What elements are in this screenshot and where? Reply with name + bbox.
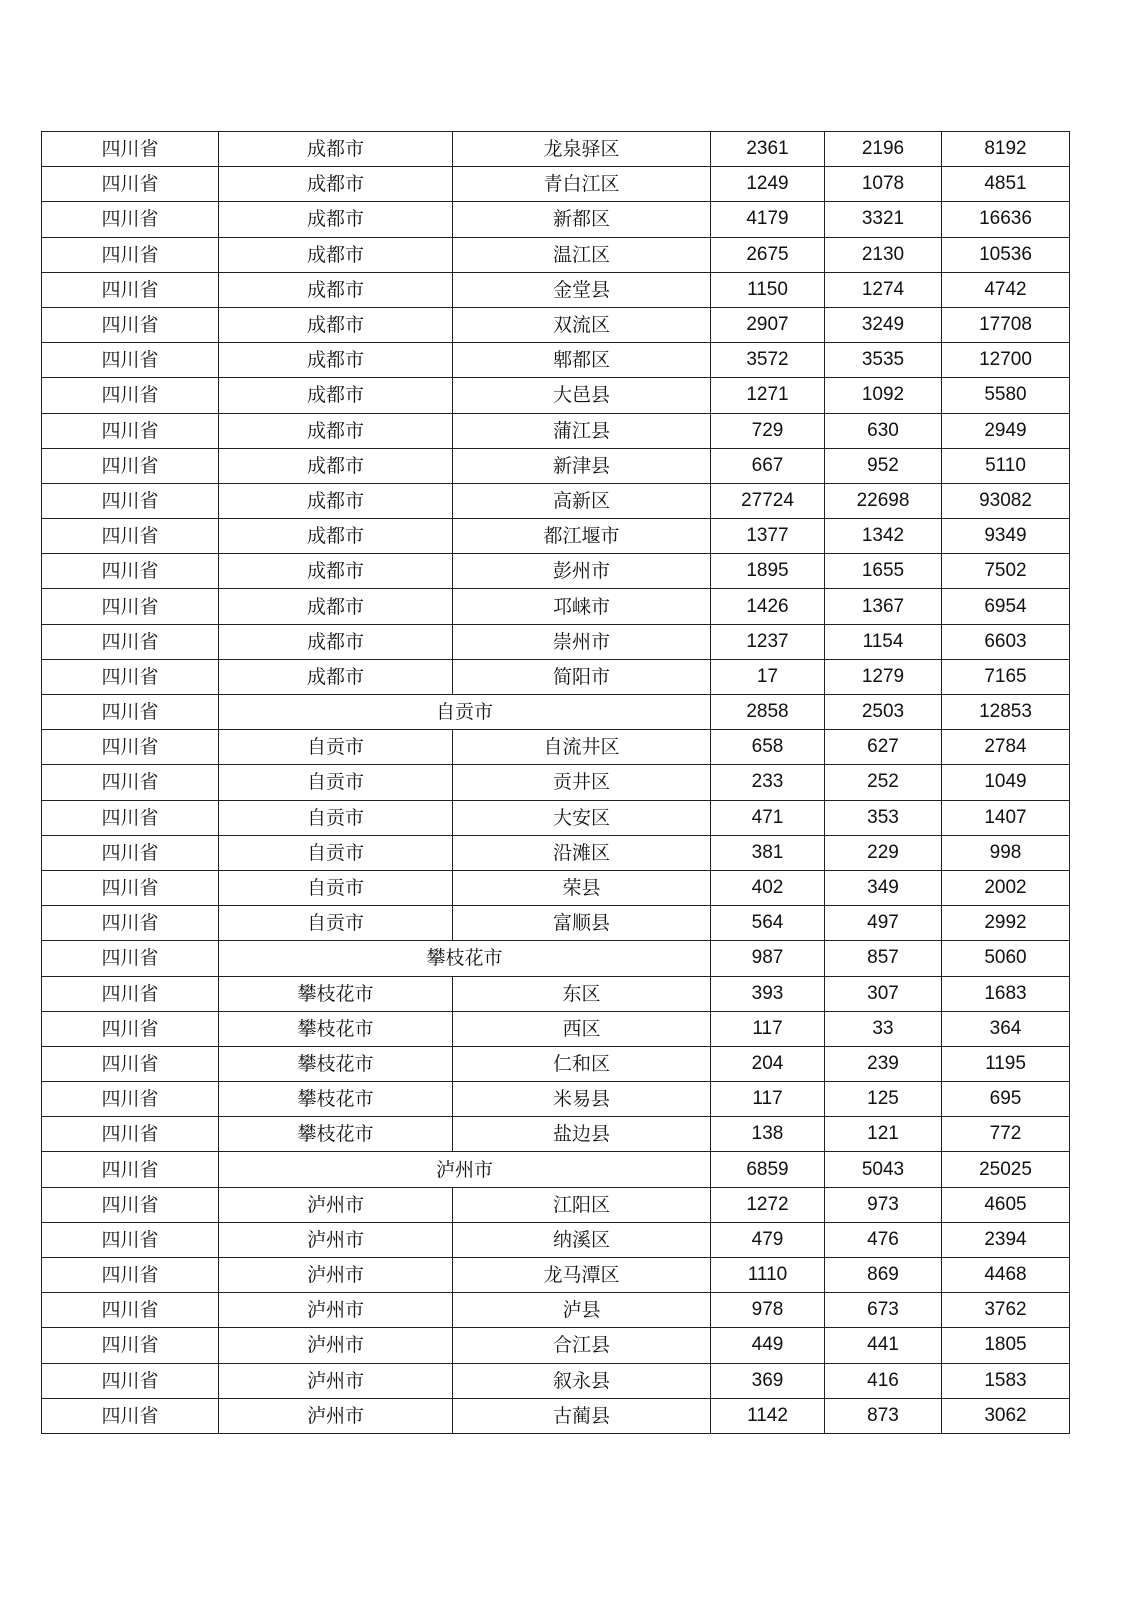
province-cell: 四川省 xyxy=(42,1117,219,1152)
table-row xyxy=(42,976,1070,1011)
table-row xyxy=(42,1363,1070,1398)
district-cell: 温江区 xyxy=(453,237,711,272)
district-cell: 合江县 xyxy=(453,1328,711,1363)
province-cell: 四川省 xyxy=(42,906,219,941)
table-body xyxy=(42,132,1070,1434)
value-cell-3: 2949 xyxy=(942,413,1070,448)
value-cell-1: 393 xyxy=(711,976,825,1011)
value-cell-2: 627 xyxy=(825,730,942,765)
value-cell-2: 2196 xyxy=(825,132,942,167)
province-cell: 四川省 xyxy=(42,800,219,835)
city-cell: 泸州市 xyxy=(219,1187,453,1222)
district-cell: 彭州市 xyxy=(453,554,711,589)
province-cell: 四川省 xyxy=(42,448,219,483)
province-cell: 四川省 xyxy=(42,976,219,1011)
value-cell-1: 2361 xyxy=(711,132,825,167)
province-cell: 四川省 xyxy=(42,1258,219,1293)
value-cell-1: 233 xyxy=(711,765,825,800)
value-cell-2: 1279 xyxy=(825,659,942,694)
province-cell: 四川省 xyxy=(42,167,219,202)
value-cell-3: 3762 xyxy=(942,1293,1070,1328)
province-cell: 四川省 xyxy=(42,307,219,342)
value-cell-2: 307 xyxy=(825,976,942,1011)
province-cell: 四川省 xyxy=(42,519,219,554)
table-row xyxy=(42,1082,1070,1117)
value-cell-2: 3249 xyxy=(825,307,942,342)
city-cell: 攀枝花市 xyxy=(219,1011,453,1046)
value-cell-1: 117 xyxy=(711,1011,825,1046)
district-cell: 仁和区 xyxy=(453,1046,711,1081)
value-cell-1: 1271 xyxy=(711,378,825,413)
value-cell-2: 416 xyxy=(825,1363,942,1398)
value-cell-2: 441 xyxy=(825,1328,942,1363)
value-cell-1: 4179 xyxy=(711,202,825,237)
district-cell: 郫都区 xyxy=(453,343,711,378)
value-cell-3: 364 xyxy=(942,1011,1070,1046)
value-cell-2: 673 xyxy=(825,1293,942,1328)
province-cell: 四川省 xyxy=(42,343,219,378)
table-row xyxy=(42,1046,1070,1081)
value-cell-2: 1092 xyxy=(825,378,942,413)
value-cell-3: 2784 xyxy=(942,730,1070,765)
district-cell: 都江堰市 xyxy=(453,519,711,554)
value-cell-2: 349 xyxy=(825,870,942,905)
value-cell-3: 772 xyxy=(942,1117,1070,1152)
table-row xyxy=(42,1222,1070,1257)
district-cell: 米易县 xyxy=(453,1082,711,1117)
value-cell-3: 10536 xyxy=(942,237,1070,272)
city-cell: 自贡市 xyxy=(219,765,453,800)
city-cell: 自贡市 xyxy=(219,835,453,870)
province-cell: 四川省 xyxy=(42,1011,219,1046)
province-cell: 四川省 xyxy=(42,835,219,870)
value-cell-2: 1274 xyxy=(825,272,942,307)
value-cell-1: 2858 xyxy=(711,695,825,730)
province-cell: 四川省 xyxy=(42,1152,219,1187)
district-cell: 新津县 xyxy=(453,448,711,483)
city-cell: 泸州市 xyxy=(219,1222,453,1257)
value-cell-2: 2130 xyxy=(825,237,942,272)
value-cell-2: 353 xyxy=(825,800,942,835)
value-cell-3: 16636 xyxy=(942,202,1070,237)
table-row xyxy=(42,1117,1070,1152)
table-row xyxy=(42,132,1070,167)
city-cell: 成都市 xyxy=(219,167,453,202)
city-cell: 自贡市 xyxy=(219,870,453,905)
value-cell-3: 998 xyxy=(942,835,1070,870)
province-cell: 四川省 xyxy=(42,1363,219,1398)
value-cell-1: 1249 xyxy=(711,167,825,202)
value-cell-1: 564 xyxy=(711,906,825,941)
value-cell-1: 204 xyxy=(711,1046,825,1081)
city-cell: 成都市 xyxy=(219,519,453,554)
district-cell: 泸县 xyxy=(453,1293,711,1328)
city-cell: 成都市 xyxy=(219,624,453,659)
value-cell-2: 3535 xyxy=(825,343,942,378)
province-cell: 四川省 xyxy=(42,730,219,765)
value-cell-3: 7165 xyxy=(942,659,1070,694)
value-cell-3: 2394 xyxy=(942,1222,1070,1257)
value-cell-3: 5060 xyxy=(942,941,1070,976)
value-cell-2: 1154 xyxy=(825,624,942,659)
value-cell-1: 987 xyxy=(711,941,825,976)
city-cell: 泸州市 xyxy=(219,1328,453,1363)
value-cell-1: 1426 xyxy=(711,589,825,624)
value-cell-1: 479 xyxy=(711,1222,825,1257)
value-cell-3: 1583 xyxy=(942,1363,1070,1398)
value-cell-3: 2992 xyxy=(942,906,1070,941)
value-cell-3: 1195 xyxy=(942,1046,1070,1081)
value-cell-3: 1805 xyxy=(942,1328,1070,1363)
province-cell: 四川省 xyxy=(42,941,219,976)
value-cell-3: 3062 xyxy=(942,1398,1070,1433)
district-cell: 盐边县 xyxy=(453,1117,711,1152)
district-cell: 江阳区 xyxy=(453,1187,711,1222)
value-cell-3: 4851 xyxy=(942,167,1070,202)
value-cell-1: 17 xyxy=(711,659,825,694)
city-cell: 自贡市 xyxy=(219,730,453,765)
city-cell: 自贡市 xyxy=(219,800,453,835)
value-cell-1: 138 xyxy=(711,1117,825,1152)
value-cell-2: 1655 xyxy=(825,554,942,589)
district-cell: 崇州市 xyxy=(453,624,711,659)
district-cell: 龙泉驿区 xyxy=(453,132,711,167)
city-cell: 成都市 xyxy=(219,272,453,307)
city-cell: 成都市 xyxy=(219,378,453,413)
value-cell-2: 973 xyxy=(825,1187,942,1222)
value-cell-2: 857 xyxy=(825,941,942,976)
district-cell: 简阳市 xyxy=(453,659,711,694)
value-cell-3: 5110 xyxy=(942,448,1070,483)
district-cell: 荣县 xyxy=(453,870,711,905)
province-cell: 四川省 xyxy=(42,132,219,167)
table-row xyxy=(42,1258,1070,1293)
table-row xyxy=(42,870,1070,905)
value-cell-1: 381 xyxy=(711,835,825,870)
province-cell: 四川省 xyxy=(42,1082,219,1117)
value-cell-1: 402 xyxy=(711,870,825,905)
city-cell: 攀枝花市 xyxy=(219,1082,453,1117)
table-row xyxy=(42,343,1070,378)
province-cell: 四川省 xyxy=(42,624,219,659)
value-cell-2: 497 xyxy=(825,906,942,941)
value-cell-1: 1150 xyxy=(711,272,825,307)
table-row xyxy=(42,448,1070,483)
province-cell: 四川省 xyxy=(42,695,219,730)
value-cell-3: 4742 xyxy=(942,272,1070,307)
city-cell: 攀枝花市 xyxy=(219,1046,453,1081)
value-cell-3: 4468 xyxy=(942,1258,1070,1293)
province-cell: 四川省 xyxy=(42,202,219,237)
table-row xyxy=(42,906,1070,941)
table-row xyxy=(42,800,1070,835)
value-cell-3: 12700 xyxy=(942,343,1070,378)
value-cell-2: 1367 xyxy=(825,589,942,624)
table-row xyxy=(42,378,1070,413)
province-cell: 四川省 xyxy=(42,659,219,694)
province-cell: 四川省 xyxy=(42,554,219,589)
table-row xyxy=(42,1328,1070,1363)
district-cell: 邛崃市 xyxy=(453,589,711,624)
table-row xyxy=(42,1187,1070,1222)
value-cell-1: 978 xyxy=(711,1293,825,1328)
value-cell-1: 2907 xyxy=(711,307,825,342)
city-subtotal-cell: 攀枝花市 xyxy=(219,941,711,976)
province-cell: 四川省 xyxy=(42,1328,219,1363)
table-row xyxy=(42,483,1070,518)
value-cell-3: 695 xyxy=(942,1082,1070,1117)
table-row xyxy=(42,167,1070,202)
province-cell: 四川省 xyxy=(42,483,219,518)
value-cell-1: 471 xyxy=(711,800,825,835)
table-row xyxy=(42,307,1070,342)
value-cell-1: 1272 xyxy=(711,1187,825,1222)
value-cell-3: 4605 xyxy=(942,1187,1070,1222)
value-cell-1: 449 xyxy=(711,1328,825,1363)
table-row xyxy=(42,1011,1070,1046)
value-cell-1: 2675 xyxy=(711,237,825,272)
value-cell-3: 2002 xyxy=(942,870,1070,905)
city-cell: 成都市 xyxy=(219,413,453,448)
district-cell: 东区 xyxy=(453,976,711,1011)
value-cell-3: 5580 xyxy=(942,378,1070,413)
province-cell: 四川省 xyxy=(42,1293,219,1328)
value-cell-1: 27724 xyxy=(711,483,825,518)
value-cell-1: 1895 xyxy=(711,554,825,589)
value-cell-2: 229 xyxy=(825,835,942,870)
province-cell: 四川省 xyxy=(42,413,219,448)
value-cell-1: 369 xyxy=(711,1363,825,1398)
table-row xyxy=(42,589,1070,624)
province-cell: 四川省 xyxy=(42,378,219,413)
value-cell-1: 1377 xyxy=(711,519,825,554)
district-cell: 古蔺县 xyxy=(453,1398,711,1433)
value-cell-3: 6603 xyxy=(942,624,1070,659)
value-cell-3: 1049 xyxy=(942,765,1070,800)
value-cell-1: 667 xyxy=(711,448,825,483)
value-cell-2: 252 xyxy=(825,765,942,800)
province-cell: 四川省 xyxy=(42,272,219,307)
district-cell: 双流区 xyxy=(453,307,711,342)
value-cell-3: 7502 xyxy=(942,554,1070,589)
table-row xyxy=(42,237,1070,272)
table-row xyxy=(42,659,1070,694)
city-subtotal-cell: 自贡市 xyxy=(219,695,711,730)
city-cell: 成都市 xyxy=(219,132,453,167)
city-cell: 攀枝花市 xyxy=(219,976,453,1011)
province-cell: 四川省 xyxy=(42,589,219,624)
district-cell: 龙马潭区 xyxy=(453,1258,711,1293)
value-cell-2: 2503 xyxy=(825,695,942,730)
district-cell: 沿滩区 xyxy=(453,835,711,870)
table-row xyxy=(42,835,1070,870)
city-cell: 成都市 xyxy=(219,589,453,624)
district-cell: 新都区 xyxy=(453,202,711,237)
value-cell-1: 658 xyxy=(711,730,825,765)
value-cell-2: 33 xyxy=(825,1011,942,1046)
value-cell-1: 729 xyxy=(711,413,825,448)
province-cell: 四川省 xyxy=(42,765,219,800)
value-cell-1: 117 xyxy=(711,1082,825,1117)
city-cell: 成都市 xyxy=(219,448,453,483)
city-cell: 泸州市 xyxy=(219,1293,453,1328)
district-cell: 纳溪区 xyxy=(453,1222,711,1257)
city-cell: 泸州市 xyxy=(219,1398,453,1433)
table-row xyxy=(42,765,1070,800)
value-cell-1: 1142 xyxy=(711,1398,825,1433)
city-cell: 自贡市 xyxy=(219,906,453,941)
table-row xyxy=(42,1293,1070,1328)
value-cell-2: 5043 xyxy=(825,1152,942,1187)
value-cell-2: 476 xyxy=(825,1222,942,1257)
city-cell: 成都市 xyxy=(219,307,453,342)
value-cell-3: 17708 xyxy=(942,307,1070,342)
value-cell-3: 8192 xyxy=(942,132,1070,167)
value-cell-3: 25025 xyxy=(942,1152,1070,1187)
value-cell-1: 1237 xyxy=(711,624,825,659)
value-cell-1: 3572 xyxy=(711,343,825,378)
province-cell: 四川省 xyxy=(42,237,219,272)
table-row xyxy=(42,554,1070,589)
district-cell: 叙永县 xyxy=(453,1363,711,1398)
value-cell-2: 869 xyxy=(825,1258,942,1293)
city-cell: 成都市 xyxy=(219,554,453,589)
value-cell-2: 630 xyxy=(825,413,942,448)
value-cell-2: 3321 xyxy=(825,202,942,237)
district-cell: 大安区 xyxy=(453,800,711,835)
city-cell: 泸州市 xyxy=(219,1363,453,1398)
table-row xyxy=(42,730,1070,765)
value-cell-2: 952 xyxy=(825,448,942,483)
table-row xyxy=(42,519,1070,554)
data-table xyxy=(41,131,1070,1434)
city-cell: 成都市 xyxy=(219,343,453,378)
value-cell-3: 9349 xyxy=(942,519,1070,554)
value-cell-3: 1683 xyxy=(942,976,1070,1011)
value-cell-2: 873 xyxy=(825,1398,942,1433)
district-cell: 贡井区 xyxy=(453,765,711,800)
city-subtotal-cell: 泸州市 xyxy=(219,1152,711,1187)
value-cell-3: 12853 xyxy=(942,695,1070,730)
district-cell: 自流井区 xyxy=(453,730,711,765)
province-cell: 四川省 xyxy=(42,1046,219,1081)
province-cell: 四川省 xyxy=(42,1187,219,1222)
table-row xyxy=(42,695,1070,730)
province-cell: 四川省 xyxy=(42,1222,219,1257)
value-cell-3: 1407 xyxy=(942,800,1070,835)
city-cell: 成都市 xyxy=(219,483,453,518)
district-cell: 富顺县 xyxy=(453,906,711,941)
value-cell-3: 6954 xyxy=(942,589,1070,624)
value-cell-3: 93082 xyxy=(942,483,1070,518)
value-cell-2: 239 xyxy=(825,1046,942,1081)
table-row xyxy=(42,272,1070,307)
table-row xyxy=(42,202,1070,237)
value-cell-2: 1078 xyxy=(825,167,942,202)
value-cell-2: 121 xyxy=(825,1117,942,1152)
district-cell: 金堂县 xyxy=(453,272,711,307)
district-cell: 青白江区 xyxy=(453,167,711,202)
value-cell-2: 125 xyxy=(825,1082,942,1117)
city-cell: 泸州市 xyxy=(219,1258,453,1293)
city-cell: 成都市 xyxy=(219,659,453,694)
table-row xyxy=(42,1398,1070,1433)
district-cell: 高新区 xyxy=(453,483,711,518)
value-cell-1: 6859 xyxy=(711,1152,825,1187)
city-cell: 攀枝花市 xyxy=(219,1117,453,1152)
table-row xyxy=(42,624,1070,659)
table-row xyxy=(42,413,1070,448)
value-cell-1: 1110 xyxy=(711,1258,825,1293)
province-cell: 四川省 xyxy=(42,1398,219,1433)
district-cell: 西区 xyxy=(453,1011,711,1046)
province-cell: 四川省 xyxy=(42,870,219,905)
table-row xyxy=(42,1152,1070,1187)
value-cell-2: 1342 xyxy=(825,519,942,554)
city-cell: 成都市 xyxy=(219,202,453,237)
district-cell: 蒲江县 xyxy=(453,413,711,448)
value-cell-2: 22698 xyxy=(825,483,942,518)
table-row xyxy=(42,941,1070,976)
city-cell: 成都市 xyxy=(219,237,453,272)
district-cell: 大邑县 xyxy=(453,378,711,413)
